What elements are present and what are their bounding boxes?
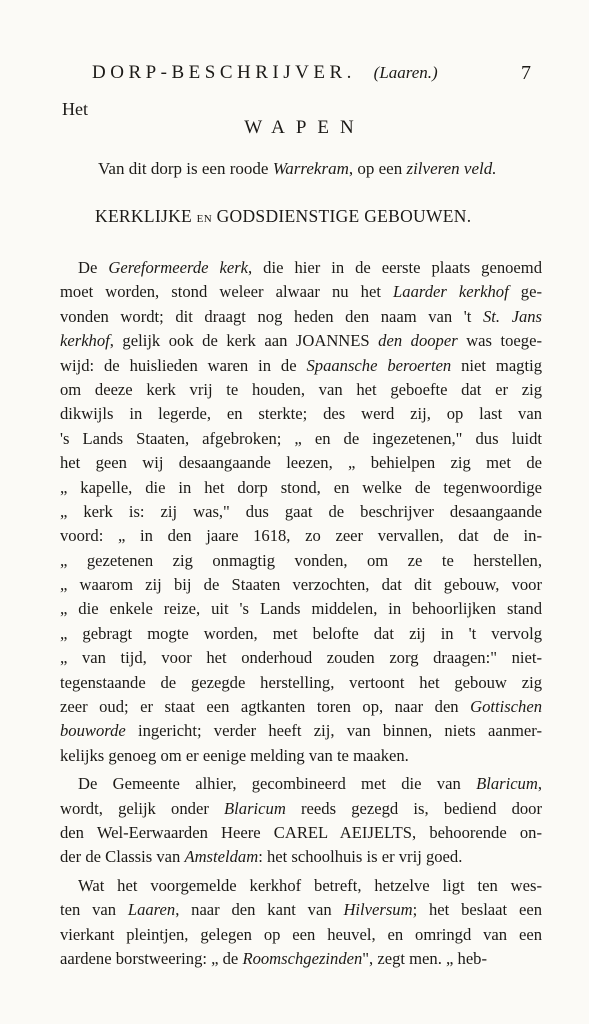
text-segment: ; het beslaat een	[412, 900, 542, 920]
section-heading-segment: KERKLIJKE	[95, 206, 197, 226]
text-line	[60, 256, 542, 280]
text-segment: ten van	[60, 900, 128, 920]
text-line	[60, 451, 542, 475]
text-line	[60, 821, 542, 845]
text-segment: „ waarom zij bij de Staaten verzochten, dat dit gebouw, voor	[60, 575, 542, 595]
text-line	[60, 427, 542, 451]
text-segment: den Wel-Eerwaarden Heere CAREL AEIJELTS, behoorende on-	[60, 822, 542, 842]
text-segment: „ gebragt mogte worden, met belofte dat zij in 't vervolg	[60, 623, 542, 643]
italic-segment: Gereformeerde kerk	[108, 258, 249, 277]
body-text	[60, 256, 542, 971]
text-line	[60, 923, 542, 947]
running-head-place: (Laaren.)	[373, 63, 438, 82]
text-segment: reeds gezegd is, bediend door	[285, 798, 542, 818]
text-line	[60, 329, 542, 353]
text-segment: , gelijk ook de kerk aan JOANNES	[109, 331, 379, 351]
text-segment: niet magtig	[451, 355, 542, 375]
text-segment: was toege-	[457, 331, 542, 351]
text-line	[60, 947, 542, 971]
text-line	[60, 695, 542, 719]
italic-segment: Gottischen	[470, 697, 542, 717]
text-segment: De Gemeente alhier, gecombineerd met die van	[78, 774, 477, 794]
text-segment: tegenstaande de gezegde herstelling, vertoont het gebouw zig	[60, 672, 542, 692]
text-segment: Wat het voorgemelde kerkhof betreft, hetzelve ligt ten wes-	[78, 875, 542, 895]
italic-segment: kerkhof	[60, 331, 110, 351]
page-number: 7	[521, 62, 531, 84]
text-segment: ingericht; verder heeft zij, van binnen, niets aanmer-	[125, 721, 542, 741]
text-line	[60, 874, 542, 898]
wapen-text-segment: zilveren veld.	[406, 159, 497, 178]
text-segment: , die hier in de eerste plaats genoemd	[248, 258, 542, 277]
text-segment: dikwijls in legerde, en sterkte; des werd zij, op last van	[60, 404, 542, 424]
text-line	[60, 476, 542, 500]
text-segment: 's Lands Staaten, afgebroken; „ en de ingezetenen," dus luidt	[60, 428, 542, 448]
italic-segment: Blaricum	[476, 774, 538, 794]
text-segment: aardene borstweering: „ de	[60, 948, 243, 968]
section-heading-segment: GODSDIENSTIGE GEBOUWEN.	[211, 206, 472, 226]
italic-segment: bouworde	[60, 721, 126, 741]
text-segment: het geen wij desaangaande leezen, „ behielpen zig met de	[60, 453, 542, 473]
text-line	[60, 549, 542, 573]
text-segment: zeer oud; er staat een agtkanten toren op, naar den	[60, 697, 471, 717]
wapen-text-segment: , op een	[348, 159, 407, 178]
text-segment: om deeze kerk vrij te houden, van het geboefte dat er zig	[60, 379, 542, 399]
text-segment: „ van tijd, voor het onderhoud zouden zorg draagen:" niet-	[60, 648, 542, 668]
het-word: Het	[62, 99, 88, 119]
italic-segment: Laarder kerkhof	[393, 282, 509, 302]
text-line	[60, 500, 542, 524]
wapen-text-segment: Van dit dorp is een roode	[98, 159, 273, 178]
text-line	[60, 280, 542, 304]
text-line	[60, 797, 542, 821]
wapen-text-segment: Warrekram	[272, 159, 349, 178]
text-line	[60, 772, 542, 796]
italic-segment: Spaansche beroerten	[306, 355, 452, 375]
text-segment: vierkant pleintjen, gelegen op een heuvel, en omringd van een	[60, 924, 542, 944]
text-segment: kelijks genoeg om er eenige melding van te maaken.	[60, 745, 409, 765]
text-segment: wordt, gelijk onder	[60, 798, 225, 818]
text-line	[60, 378, 542, 402]
text-line	[60, 898, 542, 922]
text-line	[60, 305, 542, 329]
text-segment: „ gezetenen zig onmagtig vonden, om ze te herstellen,	[60, 550, 542, 570]
text-segment: vonden wordt; dit draagt nog heden den naam van 't	[60, 306, 483, 326]
section-heading-segment: EN	[196, 213, 212, 225]
italic-segment: Laaren	[127, 900, 176, 920]
italic-segment: Roomschgezinden	[242, 948, 363, 968]
text-line	[60, 845, 542, 869]
text-segment: „ kapelle, die in het dorp stond, en welke de tegenwoordige	[60, 477, 542, 497]
text-segment: „ die enkele reize, uit 's Lands middelen, in behoorlijken stand	[60, 599, 542, 619]
text-segment: der de Classis van	[60, 847, 185, 867]
text-segment: moet worden, stond weleer alwaar nu het	[60, 282, 394, 302]
italic-segment: Amsteldam	[184, 847, 259, 867]
running-head	[92, 62, 531, 84]
text-segment: voord: „ in den jaare 1618, zo zeer vervallen, dat de in-	[60, 526, 542, 546]
text-segment: ge-	[508, 282, 542, 302]
text-line	[60, 744, 542, 768]
text-segment: De	[78, 258, 109, 277]
running-head-title: DORP-BESCHRIJVER.	[92, 62, 356, 83]
italic-segment: Hilversum	[343, 900, 413, 920]
text-segment: ", zegt men. „ heb-	[362, 948, 488, 968]
section-heading	[95, 206, 471, 227]
wapen-description	[98, 159, 558, 179]
text-line	[60, 719, 542, 743]
text-line	[60, 573, 542, 597]
text-line	[60, 671, 542, 695]
text-segment: wijd: de huislieden waren in de	[60, 355, 307, 375]
text-line	[60, 597, 542, 621]
text-line	[60, 524, 542, 548]
text-segment: : het schoolhuis is er vrij goed.	[258, 847, 463, 867]
text-segment: ,	[537, 774, 542, 794]
text-line	[60, 646, 542, 670]
text-line	[60, 402, 542, 426]
wapen-heading: WAPEN	[244, 117, 365, 138]
text-line	[60, 354, 542, 378]
italic-segment: den dooper	[378, 331, 458, 351]
italic-segment: St. Jans	[482, 306, 542, 326]
italic-segment: Blaricum	[224, 798, 286, 818]
text-line	[60, 622, 542, 646]
text-segment: „ kerk is: zij was," dus gaat de beschrijver desaangaande	[60, 501, 542, 521]
text-segment: , naar den kant van	[175, 900, 344, 920]
